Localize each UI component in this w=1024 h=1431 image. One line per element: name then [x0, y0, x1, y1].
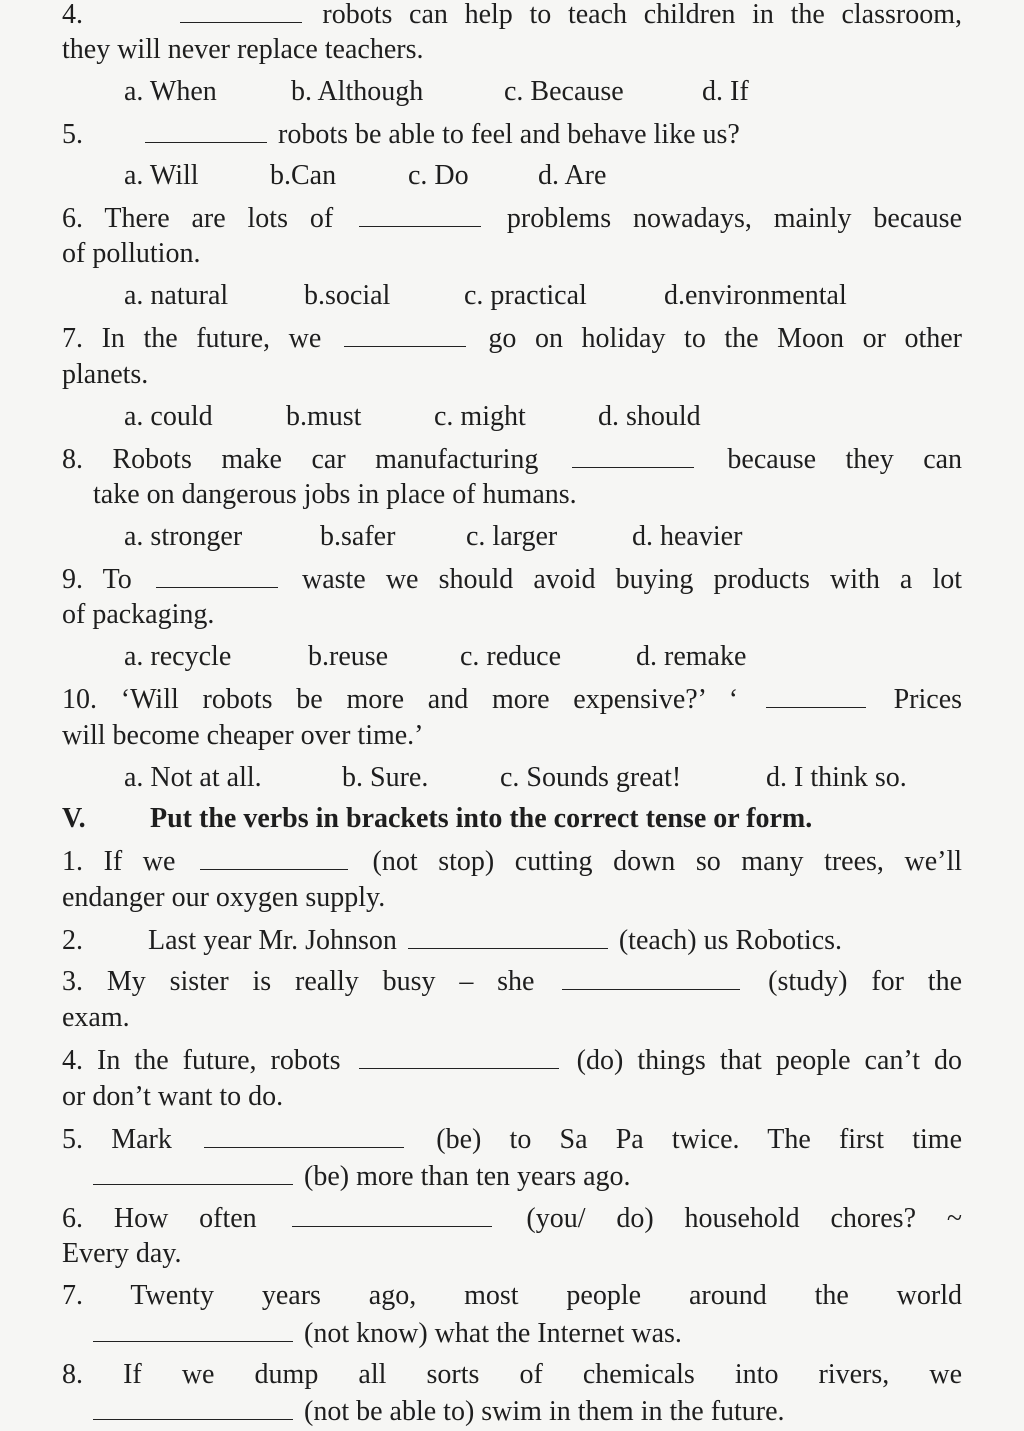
item-text: Twenty years ago, most people around the world	[130, 1280, 962, 1311]
question-number: 6.	[62, 203, 83, 234]
option-c[interactable]: c. larger	[466, 521, 558, 552]
verb-item-6-line-1	[62, 1200, 962, 1236]
question-5-options	[124, 158, 944, 194]
item-number: 4.	[62, 1045, 83, 1076]
item-text: If we	[103, 846, 176, 877]
answer-blank[interactable]	[145, 116, 267, 143]
item-text: (not be able to) swim in them in the future.	[304, 1396, 785, 1427]
option-b[interactable]: b. Although	[291, 76, 424, 107]
option-d[interactable]: d. should	[598, 401, 701, 432]
option-d[interactable]: d. I think so.	[766, 762, 907, 793]
verb-item-3-line-1	[62, 963, 962, 999]
section-instruction: Put the verbs in brackets into the correct tense or form.	[150, 803, 813, 834]
answer-blank[interactable]	[359, 1042, 559, 1069]
option-c[interactable]: c. Do	[408, 160, 469, 191]
answer-blank[interactable]	[572, 441, 694, 468]
verb-item-4-line-2: or don’t want to do.	[62, 1081, 284, 1112]
option-a[interactable]: a. natural	[124, 280, 229, 311]
item-text: (you/ do) household chores? ~	[526, 1203, 963, 1234]
question-6-line-2: of pollution.	[62, 238, 201, 269]
answer-blank[interactable]	[93, 1393, 293, 1420]
option-b[interactable]: b.social	[304, 280, 391, 311]
question-number: 9.	[62, 564, 83, 595]
question-10-options	[124, 760, 944, 796]
answer-blank[interactable]	[204, 1121, 404, 1148]
question-number: 8.	[62, 444, 83, 475]
item-text: (be) more than ten years ago.	[304, 1161, 631, 1192]
question-text: To	[102, 564, 132, 595]
question-text: go on holiday to the Moon or other	[488, 323, 963, 354]
item-number: 6.	[62, 1203, 83, 1234]
option-d[interactable]: d. Are	[538, 160, 607, 191]
item-number: 1.	[62, 846, 83, 877]
item-text: Mark	[111, 1124, 172, 1155]
verb-item-2-line-1	[62, 922, 962, 958]
option-b[interactable]: b. Sure.	[342, 762, 429, 793]
question-text: because they can	[727, 444, 963, 475]
verb-item-1-line-2: endanger our oxygen supply.	[62, 882, 386, 913]
question-text: problems nowadays, mainly because	[506, 203, 963, 234]
question-number: 10.	[62, 684, 97, 715]
question-5-line-1	[62, 116, 962, 152]
option-c[interactable]: c. Sounds great!	[500, 762, 682, 793]
verb-item-8-line-2	[93, 1393, 953, 1429]
item-number: 2.	[62, 925, 83, 956]
answer-blank[interactable]	[180, 0, 302, 23]
option-d[interactable]: d. remake	[636, 641, 747, 672]
section-numeral: V.	[62, 803, 86, 834]
item-number: 5.	[62, 1124, 83, 1155]
answer-blank[interactable]	[766, 681, 866, 708]
option-a[interactable]: a. Not at all.	[124, 762, 262, 793]
answer-blank[interactable]	[93, 1158, 293, 1185]
item-text: (not know) what the Internet was.	[304, 1318, 682, 1349]
item-text: (not stop) cutting down so many trees, we’ll	[372, 846, 963, 877]
question-10-line-2: will become cheaper over time.’	[62, 720, 424, 751]
verb-item-5-line-2	[93, 1158, 953, 1194]
option-a[interactable]: a. When	[124, 76, 217, 107]
verb-item-7-line-1	[62, 1278, 962, 1314]
question-text: In the future, we	[101, 323, 322, 354]
section-v-heading	[62, 801, 962, 837]
question-text: ‘Will robots be more and more expensive?’ ‘	[120, 684, 739, 715]
verb-item-1-line-1	[62, 843, 962, 879]
option-b[interactable]: b.must	[286, 401, 362, 432]
question-8-options	[124, 519, 944, 555]
question-text: robots be able to feel and behave like us?	[278, 119, 740, 150]
item-text: (teach) us Robotics.	[618, 925, 843, 956]
question-text: waste we should avoid buying products with a lot	[301, 564, 963, 595]
option-d[interactable]: d. If	[702, 76, 749, 107]
question-7-line-2: planets.	[62, 359, 149, 390]
item-text: How often	[113, 1203, 257, 1234]
option-c[interactable]: c. reduce	[460, 641, 562, 672]
option-b[interactable]: b.safer	[320, 521, 396, 552]
question-6-options	[124, 278, 944, 314]
answer-blank[interactable]	[156, 561, 278, 588]
item-text: Last year Mr. Johnson	[148, 925, 397, 956]
answer-blank[interactable]	[344, 320, 466, 347]
item-number: 7.	[62, 1280, 83, 1311]
question-9-line-1	[62, 561, 962, 597]
question-text: robots can help to teach children in the classroom,	[322, 0, 962, 30]
verb-item-8-line-1	[62, 1357, 962, 1393]
item-text: (study) for the	[768, 966, 963, 997]
item-number: 8.	[62, 1359, 83, 1390]
item-number: 3.	[62, 966, 83, 997]
option-d[interactable]: d.environmental	[664, 280, 847, 311]
question-4-line-1	[62, 0, 962, 32]
verb-item-3-line-2: exam.	[62, 1002, 130, 1033]
answer-blank[interactable]	[408, 922, 608, 949]
item-text: My sister is really busy – she	[106, 966, 535, 997]
question-8-line-1	[62, 441, 962, 477]
option-b[interactable]: b.Can	[270, 160, 337, 191]
question-8-line-2: take on dangerous jobs in place of humans.	[93, 479, 577, 510]
option-a[interactable]: a. could	[124, 401, 213, 432]
option-a[interactable]: a. stronger	[124, 521, 243, 552]
verb-item-7-line-2	[93, 1315, 953, 1351]
answer-blank[interactable]	[93, 1315, 293, 1342]
question-10-line-1	[62, 681, 962, 717]
verb-item-6-line-2: Every day.	[62, 1238, 182, 1269]
answer-blank[interactable]	[200, 843, 348, 870]
option-d[interactable]: d. heavier	[632, 521, 743, 552]
option-a[interactable]: a. Will	[124, 160, 199, 191]
question-7-line-1	[62, 320, 962, 356]
item-text: (be) to Sa Pa twice. The first time	[436, 1124, 963, 1155]
verb-item-4-line-1	[62, 1042, 962, 1078]
item-text: (do) things that people can’t do	[576, 1045, 963, 1076]
question-7-options	[124, 399, 944, 435]
answer-blank[interactable]	[292, 1200, 492, 1227]
question-4-line-2: they will never replace teachers.	[62, 34, 424, 65]
verb-item-5-line-1	[62, 1121, 962, 1157]
item-text: In the future, robots	[97, 1045, 341, 1076]
question-number: 7.	[62, 323, 83, 354]
question-number: 4.	[62, 0, 83, 30]
question-text: There are lots of	[104, 203, 334, 234]
question-6-line-1	[62, 200, 962, 236]
question-9-options	[124, 639, 944, 675]
question-4-options	[124, 74, 944, 110]
question-text: Robots make car manufacturing	[112, 444, 539, 475]
option-c[interactable]: c. Because	[504, 76, 624, 107]
option-b[interactable]: b.reuse	[308, 641, 389, 672]
answer-blank[interactable]	[562, 963, 740, 990]
option-a[interactable]: a. recycle	[124, 641, 232, 672]
question-number: 5.	[62, 119, 83, 150]
option-c[interactable]: c. might	[434, 401, 526, 432]
question-text: Prices	[893, 684, 963, 715]
answer-blank[interactable]	[359, 200, 481, 227]
item-text: If we dump all sorts of chemicals into rivers, we	[123, 1359, 963, 1390]
question-9-line-2: of packaging.	[62, 599, 215, 630]
option-c[interactable]: c. practical	[464, 280, 587, 311]
